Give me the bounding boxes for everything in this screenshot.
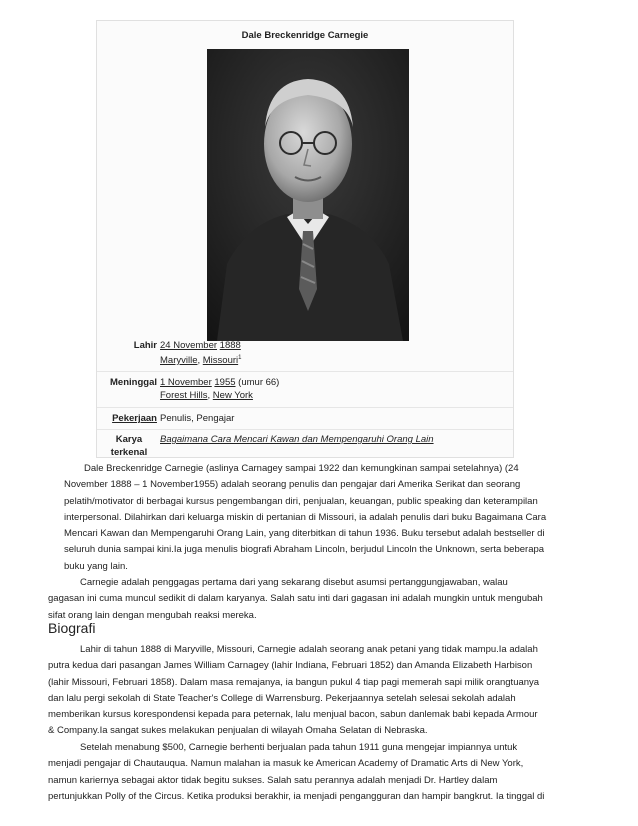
portrait-image (207, 49, 409, 341)
row-value-pekerjaan: Penulis, Pengajar (160, 413, 235, 424)
bio1-line-5: memberikan kursus korespondensi kepada para peternak, lalu menjual bacon, sabun danlemak babi kepada Armour (48, 709, 538, 721)
link-death-date[interactable]: 1 November (160, 377, 212, 388)
bio2-line-4: pertunjukkan Polly of the Circus. Ketika produksi berakhir, ia menjadi pengangguran dan hampir bangkrut. Ia tinggal di (48, 790, 545, 802)
biography-paragraph-1 (48, 642, 590, 740)
infobox-divider (97, 371, 513, 372)
link-birth-date[interactable]: 24 November (160, 340, 218, 351)
row-label-lahir: Lahir (133, 340, 157, 351)
p2-line-1: Carnegie adalah penggagas pertama dari yang sekarang disebut asumsi pertanggungjawaban, walau (80, 577, 508, 588)
birth-sep: , (197, 355, 203, 367)
row-label-karya: Karya terkenal (110, 434, 148, 458)
bio2-line-2: menjadi pengajar di Chautauqua. Namun malahan ia masuk ke American Academy of Dramatic Arts di New York, (48, 758, 524, 770)
death-sep: , (207, 390, 213, 401)
death-age: (umur 66) (235, 377, 280, 388)
p2-line-2: gagasan ini cuma muncul sedikit di dalam karyanya. Salah satu inti dari gagasan ini adalah mungkin untuk mengubah (48, 593, 543, 605)
intro-line-7: buku yang lain. (64, 560, 128, 572)
infobox-divider (97, 407, 513, 408)
bio2-line-1: Setelah menabung $500, Carnegie berhenti berjualan pada tahun 1911 guna mengejar impiannya untuk (80, 742, 518, 753)
portrait-photo (207, 49, 409, 341)
row-value-lahir (160, 339, 241, 367)
link-new-york[interactable]: New York (212, 390, 253, 401)
infobox-title: Dale Breckenridge Carnegie (241, 30, 369, 41)
bio1-line-2: putra kedua dari pasangan James William Carnagey (lahir Indiana, Februari 1852) dan Amanda Elizabeth Harbison (48, 660, 533, 672)
bio1-line-3: (lahir Missouri, Februari 1858). Dalam masa remajanya, ia bangun pukul 4 tiap pagi memerah sapi milik orangtuanya (48, 676, 540, 688)
link-missouri[interactable]: Missouri (202, 355, 239, 367)
biography-paragraph-2 (48, 740, 590, 805)
section-heading-biografi: Biografi (48, 620, 96, 636)
link-maryville[interactable]: Maryville (160, 355, 198, 367)
bio2-line-3: namun kariernya sebagai aktor tidak begitu sukses. Salah satu perannya adalah menjadi Dr. Hartley dalam (48, 774, 498, 786)
intro-line-1 (64, 461, 590, 477)
link-karya-book[interactable]: Bagaimana Cara Mencari Kawan dan Mempengaruhi Orang Lain (160, 434, 434, 445)
intro-line-5: Mencari Kawan dan Mempengaruhi Orang Lain, yang diterbitkan di tahun 1936. Buku tersebut adalah bestseller di (64, 528, 545, 540)
link-birth-year[interactable]: 1888 (219, 340, 241, 351)
paragraph-2 (48, 575, 590, 624)
intro-text: Dale Breckenridge Carnegie (aslinya Carnagey sampai 1922 dan kemungkinan sampai setelahnya) (24 (84, 463, 519, 474)
intro-line-2: November 1888 – 1 November1955) adalah seorang penulis dan pengajar dari Amerika Serikat dan seorang (64, 479, 521, 491)
row-value-karya (160, 433, 434, 446)
intro-line-4: interpersonal. Dilahirkan dari keluarga miskin di pertanian di Missouri, ia adalah penulis dari buku Bagaimana Cara (64, 511, 547, 523)
infobox-divider (97, 429, 513, 430)
intro-line-3: pelatih/motivator di berbagai kursus pengembangan diri, penjualan, keuangan, public speaking dan keterampilan (64, 495, 538, 507)
row-label-pekerjaan (97, 412, 157, 425)
infobox (96, 20, 514, 458)
link-forest-hills[interactable]: Forest Hills (160, 390, 208, 401)
intro-paragraph (64, 461, 590, 575)
row-label-meninggal: Meninggal (110, 377, 157, 388)
bio1-line-1: Lahir di tahun 1888 di Maryville, Missouri, Carnegie adalah seorang anak petani yang tidak mampu.Ia adalah (80, 644, 538, 655)
footnote-marker[interactable]: 1 (238, 355, 242, 361)
row-value-meninggal (160, 376, 279, 402)
link-pekerjaan[interactable]: Pekerjaan (112, 413, 157, 424)
p2-line-3: sifat orang lain dengan mengubah reaksi mereka. (48, 609, 257, 621)
bio1-line-4: dan lalu pergi sekolah di State Teacher's College di Warrensburg. Pekerjaannya setelah selesai sekolah adalah (48, 692, 516, 704)
link-death-year[interactable]: 1955 (214, 377, 236, 388)
intro-line-6: seluruh dunia sampai kini.Ia juga menulis biografi Abraham Lincoln, berjudul Lincoln the Unknown, serta beberapa (64, 544, 545, 556)
bio1-line-6: & Company.Ia sangat sukes melakukan penjualan di wilayah Omaha Selatan di Nebraska. (48, 725, 428, 737)
